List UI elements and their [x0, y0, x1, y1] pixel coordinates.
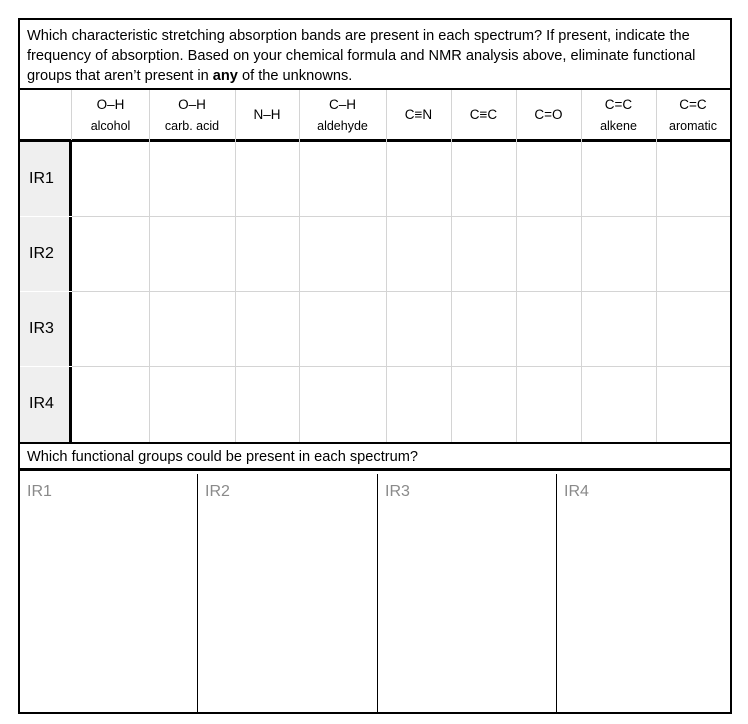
col-header-sub: alcohol	[90, 118, 131, 133]
grid-line	[20, 291, 72, 292]
header-divider	[20, 139, 730, 142]
col-header-sub: aromatic	[669, 118, 717, 133]
answer-box-ir3[interactable]	[377, 474, 556, 712]
grid-line	[516, 90, 517, 442]
row-header-ir4: IR4	[20, 366, 72, 442]
answer-label-ir2: IR2	[205, 483, 230, 500]
col-header-cn-triple	[386, 90, 451, 140]
answer-label-ir3: IR3	[385, 483, 410, 500]
answer-box-ir2[interactable]	[197, 474, 377, 712]
grid-line	[299, 90, 300, 442]
question-two: Which functional groups could be present in each spectrum?	[20, 442, 730, 471]
col-header-cc-alkene	[581, 90, 656, 140]
row-header-ir2: IR2	[20, 216, 72, 291]
col-header-bond: O–H	[178, 96, 206, 112]
col-header-sub: alkene	[600, 118, 637, 133]
grid-line	[71, 90, 72, 140]
instructions-part-1: Which characteristic stretching absorption bands are present in each spectrum? If present, indicate the frequency of absorption. Based on your chemical formula and NMR analysis above, eliminate functional groups that aren’t present in	[27, 28, 696, 84]
col-header-cc-triple	[451, 90, 516, 140]
grid-line	[72, 216, 730, 217]
col-header-oh-acid	[149, 90, 235, 140]
grid-line	[20, 366, 72, 367]
col-header-oh-alcohol	[72, 90, 149, 140]
col-header-bond: C=C	[679, 96, 707, 112]
grid-line	[386, 90, 387, 442]
col-header-nh	[235, 90, 299, 140]
col-header-bond: C=O	[534, 107, 563, 122]
instructions-part-2: of the unknowns.	[237, 68, 353, 84]
instructions-emphasis: any	[212, 68, 238, 84]
answer-label-ir4: IR4	[564, 483, 589, 500]
col-header-bond: C–H	[328, 96, 356, 112]
absorption-table	[20, 88, 730, 444]
answer-box-ir4[interactable]	[556, 474, 730, 712]
grid-line	[451, 90, 452, 442]
grid-line	[235, 90, 236, 442]
grid-line	[656, 90, 657, 442]
col-header-ch-aldehyde	[299, 90, 386, 140]
col-header-co	[516, 90, 581, 140]
row-header-ir1: IR1	[20, 141, 72, 216]
answer-label-ir1: IR1	[27, 483, 52, 500]
row-header-ir3: IR3	[20, 291, 72, 366]
col-header-sub: carb. acid	[164, 118, 220, 133]
col-header-cc-aromatic	[656, 90, 730, 140]
grid-line	[20, 216, 72, 217]
col-header-bond: O–H	[96, 96, 125, 112]
answer-box-ir1[interactable]	[20, 474, 197, 712]
grid-line	[149, 90, 150, 442]
col-header-bond: N–H	[253, 107, 281, 122]
grid-line	[581, 90, 582, 442]
instructions-text	[20, 20, 730, 88]
grid-line	[72, 366, 730, 367]
grid-line	[72, 291, 730, 292]
worksheet-frame	[18, 18, 732, 714]
col-header-bond: C≡C	[469, 107, 498, 122]
col-header-sub: aldehyde	[317, 118, 368, 133]
col-header-bond: C=C	[604, 96, 633, 112]
col-header-bond: C≡N	[404, 107, 433, 122]
